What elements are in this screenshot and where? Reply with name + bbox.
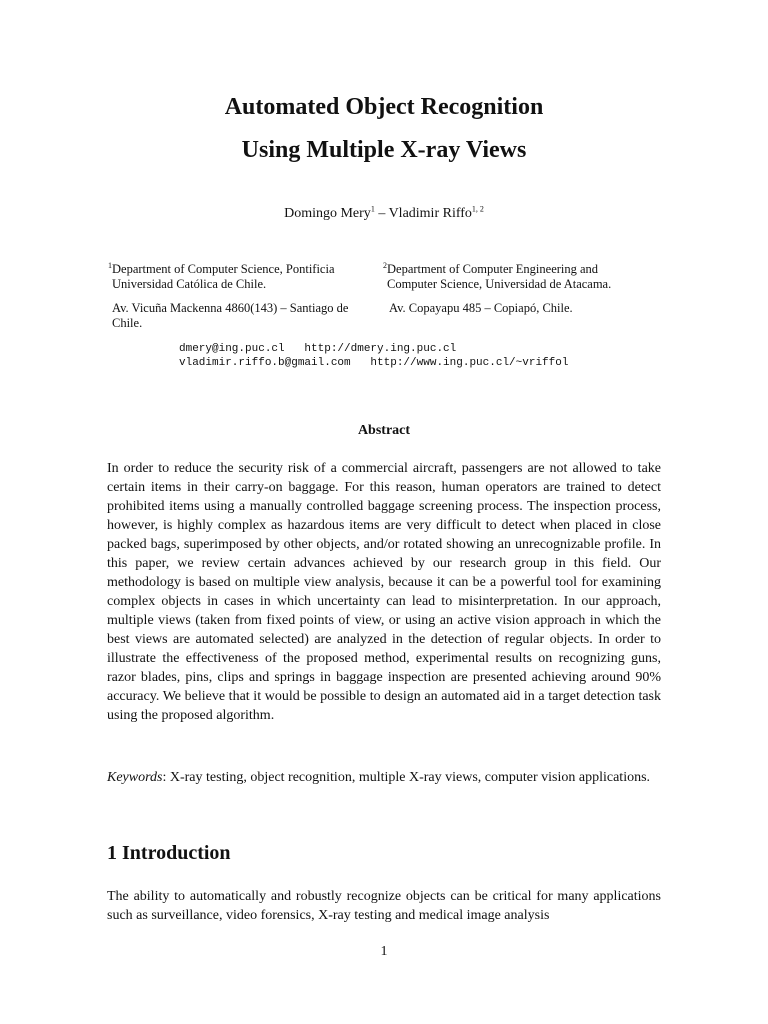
contact-line-2: vladimir.riffo.b@gmail.com http://www.ing.puc.cl/~vriffol: [179, 357, 569, 369]
affiliation-1: [108, 262, 368, 292]
affiliation-1-address: Av. Vicuña Mackenna 4860(143) – Santiago de Chile.: [112, 301, 349, 330]
contact-line-1: dmery@ing.puc.cl http://dmery.ing.puc.cl: [179, 343, 457, 355]
author-list: [0, 206, 768, 222]
author-separator: –: [374, 206, 389, 221]
affiliation-mark: 2: [383, 260, 387, 270]
section-text: The ability to automatically and robustly recognize objects can be critical for many applications such as surveillance, video forensics, X-ray testing and medical image analysis: [107, 889, 661, 923]
affiliation-2-address: Av. Copayapu 485 – Copiapó, Chile.: [389, 301, 573, 315]
section-heading: 1 Introduction: [107, 842, 231, 864]
affiliation-2: [383, 262, 653, 292]
keywords-label: Keywords: [107, 770, 163, 785]
keywords: [107, 768, 661, 787]
author-name: Vladimir Riffo: [388, 206, 472, 221]
author-name: Domingo Mery: [284, 206, 371, 221]
author-affiliation-mark: 1: [370, 204, 375, 214]
affiliation-mark: 1: [108, 260, 112, 270]
affiliation-line: Computer Science, Universidad de Atacama.: [387, 277, 612, 291]
paper-title-line-1: Automated Object Recognition: [224, 94, 544, 120]
affiliation-line: Universidad Católica de Chile.: [112, 277, 267, 291]
abstract-heading: Abstract: [357, 423, 411, 438]
abstract-text: In order to reduce the security risk of a commercial aircraft, passengers are not allowed to take certain items in their carry-on baggage. For this reason, human operators are trained to detect prohibited items using a manually controlled baggage screening process. The inspection process, however, is highly complex as hazardous items are very difficult to detect when placed in close packed bags, superimposed by other objects, and/or rotated showing an unrecognizable profile. In this paper, we review certain advances achieved by our research group in this field. Our methodology is based on multiple view analysis, because it can be a powerful tool for examining complex objects in cases in which uncertainty can lead to misinterpretation. In our approach, multiple views (taken from fixed points of view, or using an active vision approach in which the best views are automated selected) are analyzed in the detection of regular objects. In order to illustrate the effectiveness of the proposed method, experimental results on recognizing guns, razor blades, pins, clips and springs in baggage inspection are presented achieving around 90% accuracy. We believe that it would be possible to design an automated aid in a target detection task using the proposed algorithm.: [107, 461, 661, 723]
affiliation-line: Department of Computer Engineering and: [387, 262, 599, 276]
author-affiliation-mark: 1, 2: [471, 204, 484, 214]
keywords-text: : X-ray testing, object recognition, multiple X-ray views, computer vision applications.: [162, 770, 651, 785]
paper-title-line-2: Using Multiple X-ray Views: [241, 137, 527, 163]
affiliation-line: Department of Computer Science, Pontificia: [112, 262, 335, 276]
page-number: 1: [380, 944, 388, 959]
